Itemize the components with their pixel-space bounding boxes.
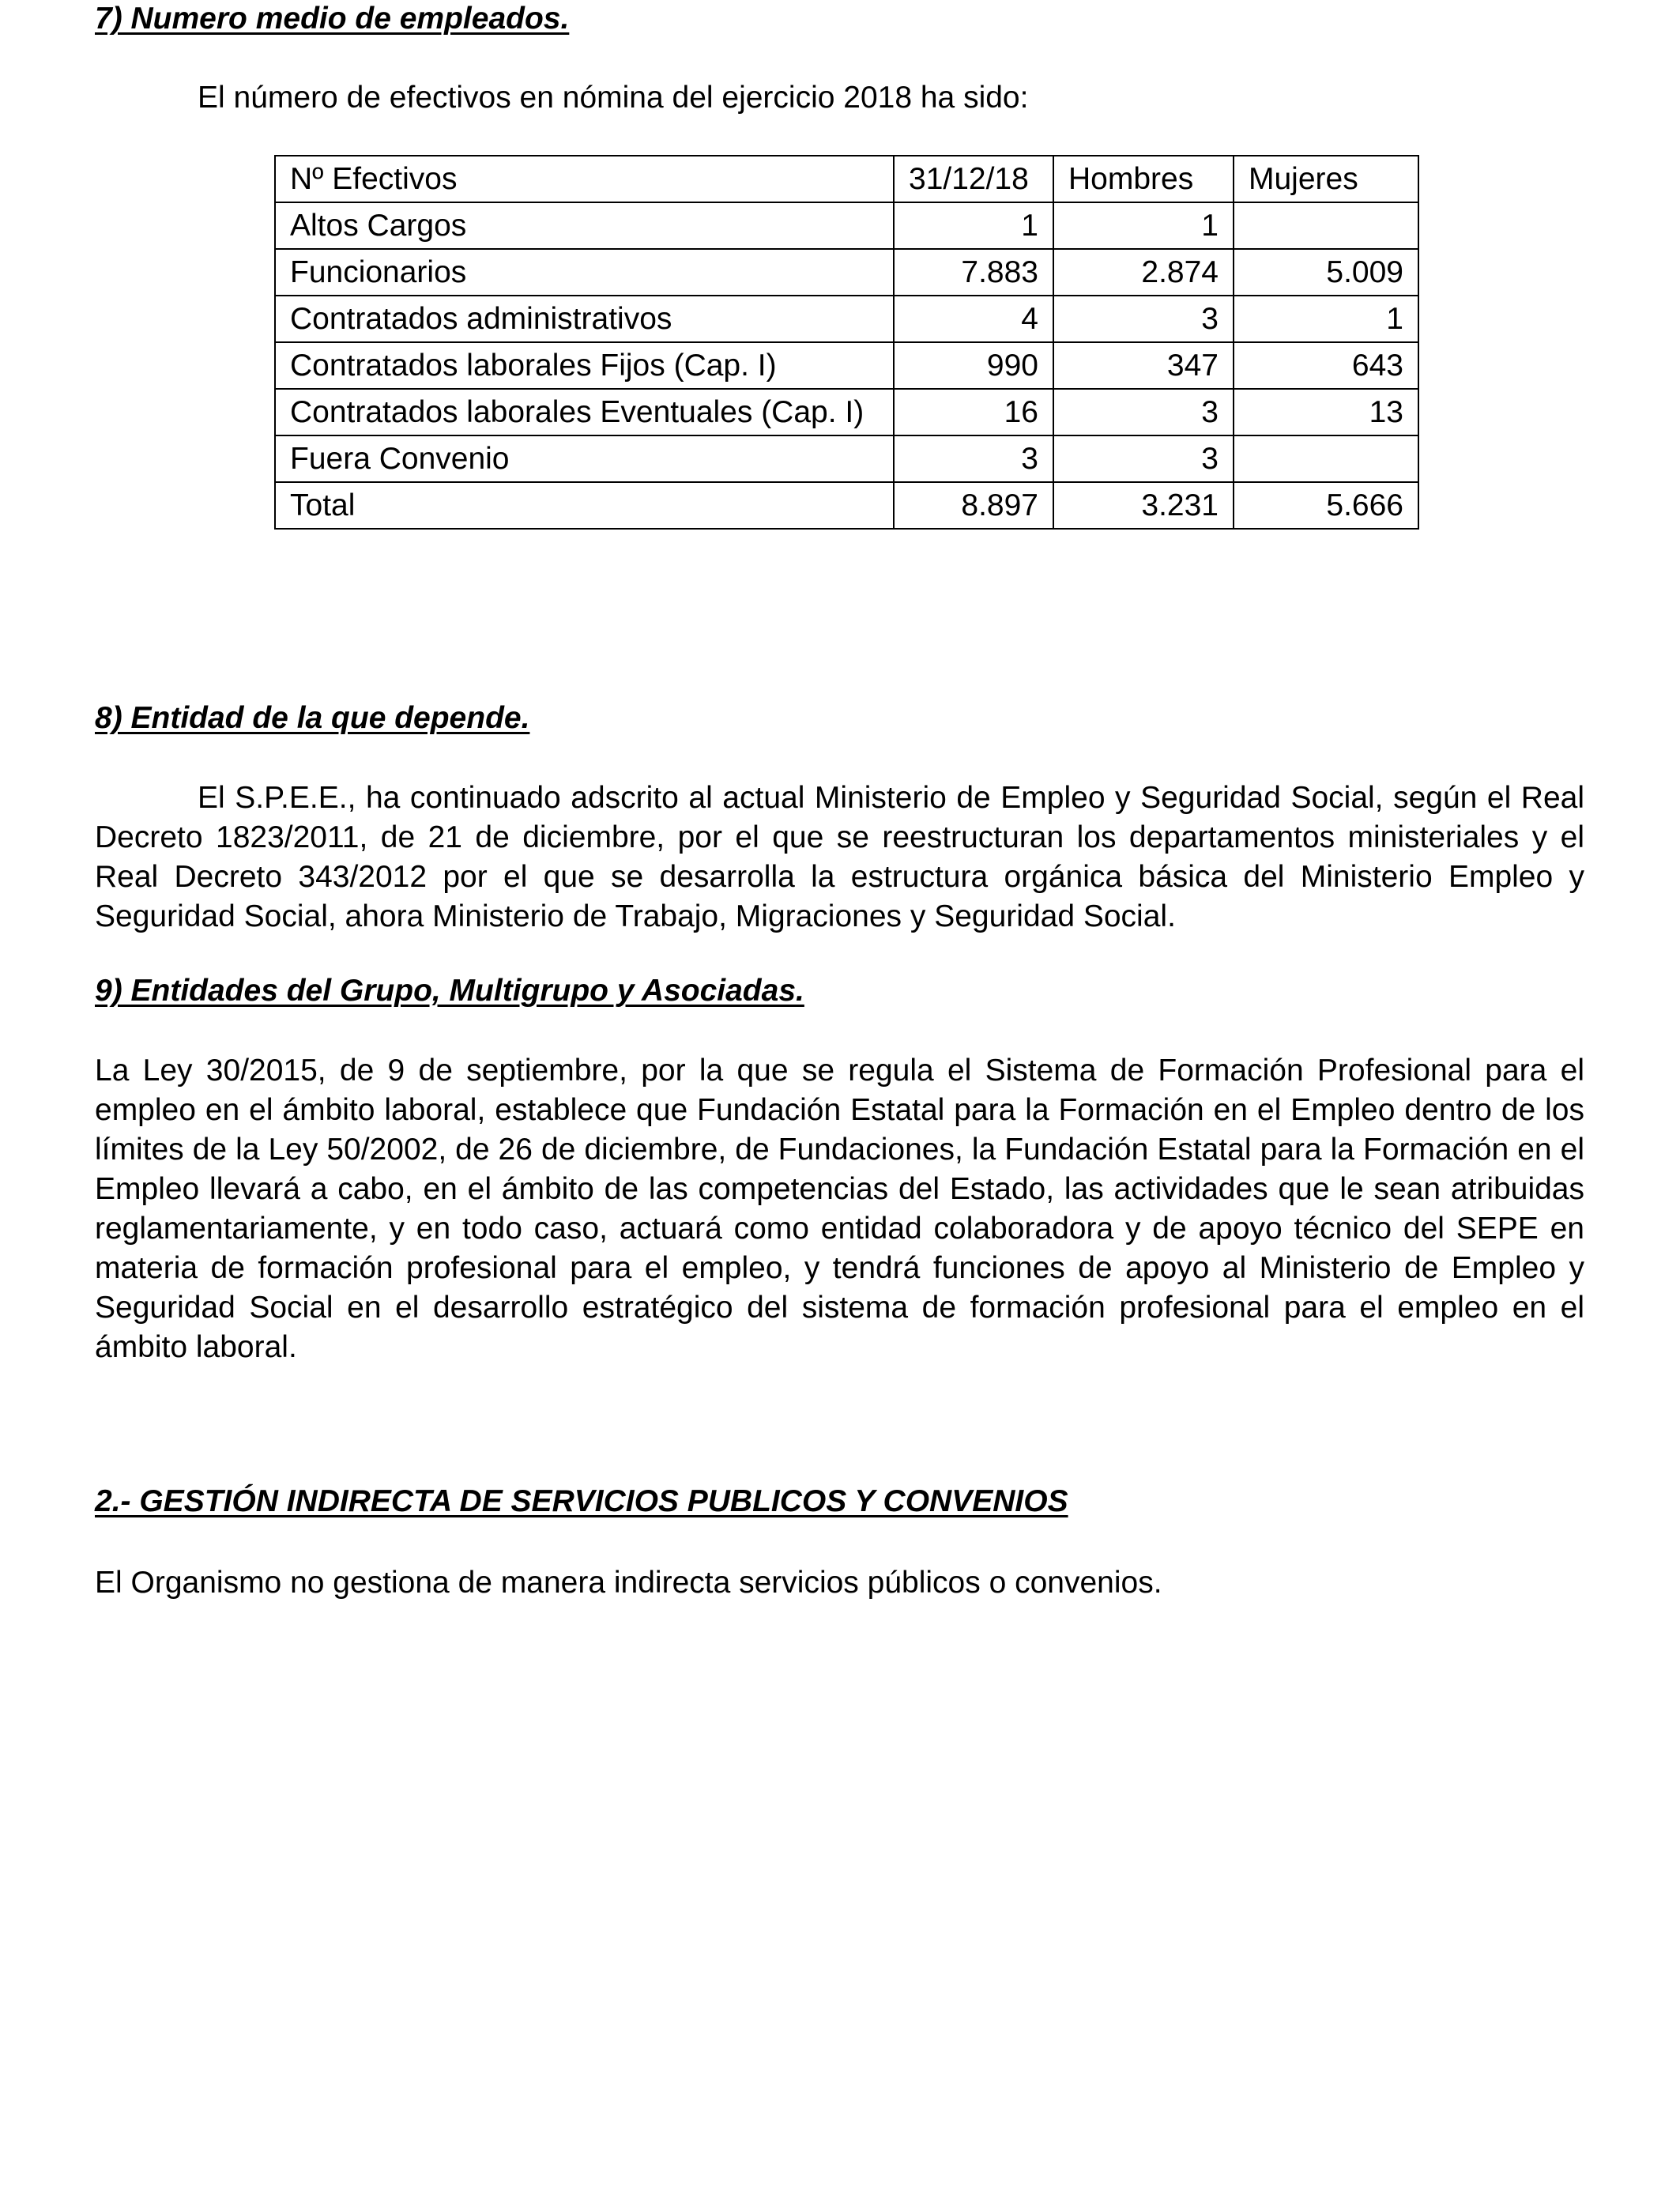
table-cell: 8.897 [894,482,1053,529]
section-7-intro: El número de efectivos en nómina del ejercicio 2018 ha sido: [198,81,1029,115]
table-row [275,342,1418,389]
section-9-heading: 9) Entidades del Grupo, Multigrupo y Asociadas. [95,974,804,1008]
table-cell: 1 [1053,202,1234,249]
table-row [275,389,1418,435]
employees-table [274,155,1419,530]
table-row [275,249,1418,296]
table-cell-label: Total [275,482,894,529]
table-cell: 13 [1234,389,1418,435]
table-row [275,435,1418,482]
table-header-cell: Nº Efectivos [275,156,894,202]
section-2-paragraph: El Organismo no gestiona de manera indirecta servicios públicos o convenios. [95,1566,1162,1600]
table-row [275,296,1418,342]
table-cell: 7.883 [894,249,1053,296]
table-cell: 3 [1053,296,1234,342]
table-cell: 990 [894,342,1053,389]
table-cell: 643 [1234,342,1418,389]
table-cell-label: Altos Cargos [275,202,894,249]
table-cell [1234,202,1418,249]
table-cell: 3 [1053,389,1234,435]
table-cell: 5.666 [1234,482,1418,529]
table-cell: 3 [1053,435,1234,482]
section-8-paragraph: El S.P.E.E., ha continuado adscrito al actual Ministerio de Empleo y Seguridad Social, según el Real Decreto 1823/2011, de 21 de diciembre, por el que se reestructuran los departamentos ministeriales y el Real Decreto 343/2012 por el que se desarrolla la estructura orgánica básica del Ministerio Empleo y Seguridad Social, ahora Ministerio de Trabajo, Migraciones y Seguridad Social. [95,781,1584,933]
table-cell-label: Funcionarios [275,249,894,296]
table-cell: 3.231 [1053,482,1234,529]
table-row [275,202,1418,249]
table-header-cell: Hombres [1053,156,1234,202]
section-9-paragraph: La Ley 30/2015, de 9 de septiembre, por la que se regula el Sistema de Formación Profesional para el empleo en el ámbito laboral, establece que Fundación Estatal para la Formación en el Empleo dentro de los límites de la Ley 50/2002, de 26 de diciembre, de Fundaciones, la Fundación Estatal para la Formación en el Empleo llevará a cabo, en el ámbito de las competencias del Estado, las actividades que le sean atribuidas reglamentariamente, y en todo caso, actuará como entidad colaboradora y de apoyo técnico del SEPE en materia de formación profesional para el empleo, y tendrá funciones de apoyo al Ministerio de Empleo y Seguridad Social en el desarrollo estratégico del sistema de formación profesional para el empleo en el ámbito laboral. [95,1054,1584,1364]
table-cell: 5.009 [1234,249,1418,296]
table-header-cell: 31/12/18 [894,156,1053,202]
table-cell [1234,435,1418,482]
table-cell: 2.874 [1053,249,1234,296]
table-cell: 347 [1053,342,1234,389]
section-8-heading: 8) Entidad de la que depende. [95,701,530,735]
table-cell-label: Contratados laborales Fijos (Cap. I) [275,342,894,389]
table-cell: 1 [894,202,1053,249]
section-2-heading: 2.- GESTIÓN INDIRECTA DE SERVICIOS PUBLICOS Y CONVENIOS [95,1484,1068,1518]
table-header-row [275,156,1418,202]
table-total-row [275,482,1418,529]
table-cell: 16 [894,389,1053,435]
table-cell-label: Contratados administrativos [275,296,894,342]
table-header-cell: Mujeres [1234,156,1418,202]
section-7-heading: 7) Numero medio de empleados. [95,2,570,36]
table-cell-label: Contratados laborales Eventuales (Cap. I) [275,389,894,435]
table-cell: 3 [894,435,1053,482]
table-cell: 4 [894,296,1053,342]
table-cell: 1 [1234,296,1418,342]
table-cell-label: Fuera Convenio [275,435,894,482]
